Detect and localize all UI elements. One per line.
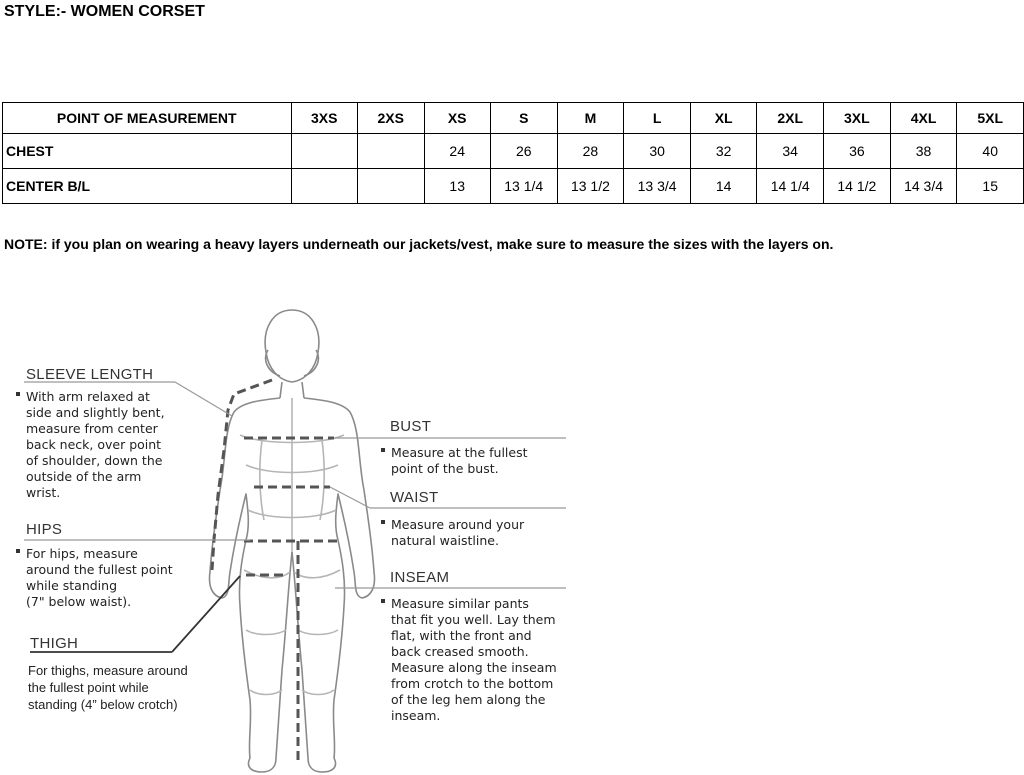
table-header-row xyxy=(3,103,1024,134)
table-cell: 13 3/4 xyxy=(624,169,691,204)
header-cell: M xyxy=(557,103,624,134)
sleeve-desc-line: measure from center xyxy=(26,421,158,436)
thigh-desc-line: standing (4” below crotch) xyxy=(28,697,178,712)
header-cell: 3XS xyxy=(291,103,358,134)
table-cell: 14 1/2 xyxy=(824,169,891,204)
table-cell: 13 xyxy=(424,169,490,204)
layering-note: NOTE: if you plan on wearing a heavy layers underneath our jackets/vest, make sure to measure the sizes with the layers on. xyxy=(4,236,834,252)
waist-title: WAIST xyxy=(390,489,439,506)
inseam-desc-line: back creased smooth. xyxy=(391,644,529,659)
inseam-desc-line: from crotch to the bottom xyxy=(391,676,554,691)
table-cell: 40 xyxy=(957,134,1024,169)
bullet-icon xyxy=(381,520,385,524)
bust-desc-line: Measure at the fullest xyxy=(391,445,528,460)
table-cell: 26 xyxy=(490,134,557,169)
inseam-desc-line: that fit you well. Lay them xyxy=(391,612,556,627)
table-cell: 38 xyxy=(890,134,957,169)
hips-desc-line: while standing xyxy=(26,578,118,593)
row-label: CENTER B/L xyxy=(3,169,292,204)
inseam-desc-line: flat, with the front and xyxy=(391,628,532,643)
inseam-title: INSEAM xyxy=(390,569,450,586)
measurement-lines xyxy=(212,380,342,760)
table-row xyxy=(3,169,1024,204)
table-cell: 14 1/4 xyxy=(757,169,824,204)
waist-desc-line: natural waistline. xyxy=(391,533,499,548)
inseam-desc-line: of the leg hem along the xyxy=(391,692,546,707)
table-cell: 36 xyxy=(824,134,891,169)
inseam-desc-line: inseam. xyxy=(391,708,441,723)
table-cell xyxy=(358,134,425,169)
header-cell: L xyxy=(624,103,691,134)
sleeve-desc-line: wrist. xyxy=(26,485,61,500)
sleeve-desc-line: With arm relaxed at xyxy=(26,389,150,404)
bullet-icon xyxy=(16,392,20,396)
table-cell: 15 xyxy=(957,169,1024,204)
table-cell: 13 1/4 xyxy=(490,169,557,204)
header-cell: 2XL xyxy=(757,103,824,134)
header-cell: 4XL xyxy=(890,103,957,134)
inseam-desc-line: Measure along the inseam xyxy=(391,660,557,675)
measurement-guide-figure xyxy=(0,290,1024,775)
size-chart-table xyxy=(2,102,1024,204)
table-cell: 14 3/4 xyxy=(890,169,957,204)
header-cell: POINT OF MEASUREMENT xyxy=(3,103,292,134)
table-cell: 32 xyxy=(690,134,756,169)
thigh-title: THIGH xyxy=(30,635,79,652)
table-cell xyxy=(358,169,425,204)
thigh-desc-line: the fullest point while xyxy=(28,680,149,695)
bust-desc-line: point of the bust. xyxy=(391,461,499,476)
sleeve-desc-line: side and slightly bent, xyxy=(26,405,165,420)
table-cell: 30 xyxy=(624,134,691,169)
table-cell: 24 xyxy=(424,134,490,169)
bullet-icon xyxy=(381,599,385,603)
table-cell: 34 xyxy=(757,134,824,169)
table-cell: 13 1/2 xyxy=(557,169,624,204)
bullet-icon xyxy=(16,549,20,553)
table-cell: 28 xyxy=(557,134,624,169)
table-cell: 14 xyxy=(690,169,756,204)
thigh-desc-line: For thighs, measure around xyxy=(28,663,188,678)
hips-desc-line: (7" below waist). xyxy=(26,594,132,609)
header-cell: 2XS xyxy=(358,103,425,134)
header-cell: XL xyxy=(690,103,756,134)
inseam-desc-line: Measure similar pants xyxy=(391,596,529,611)
waist-desc-line: Measure around your xyxy=(391,517,525,532)
table-cell xyxy=(291,169,358,204)
sleeve-length-title: SLEEVE LENGTH xyxy=(26,366,154,383)
header-cell: S xyxy=(490,103,557,134)
hips-desc-line: For hips, measure xyxy=(26,546,138,561)
style-title: STYLE:- WOMEN CORSET xyxy=(4,3,205,20)
bullet-icon xyxy=(381,448,385,452)
sleeve-desc-line: back neck, over point xyxy=(26,437,162,452)
header-cell: 5XL xyxy=(957,103,1024,134)
header-cell: 3XL xyxy=(824,103,891,134)
row-label: CHEST xyxy=(3,134,292,169)
hips-title: HIPS xyxy=(26,521,63,538)
hips-desc-line: around the fullest point xyxy=(26,562,173,577)
table-cell xyxy=(291,134,358,169)
sleeve-desc-line: outside of the arm xyxy=(26,469,142,484)
bust-title: BUST xyxy=(390,418,432,435)
header-cell: XS xyxy=(424,103,490,134)
sleeve-desc-line: of shoulder, down the xyxy=(26,453,163,468)
table-row xyxy=(3,134,1024,169)
